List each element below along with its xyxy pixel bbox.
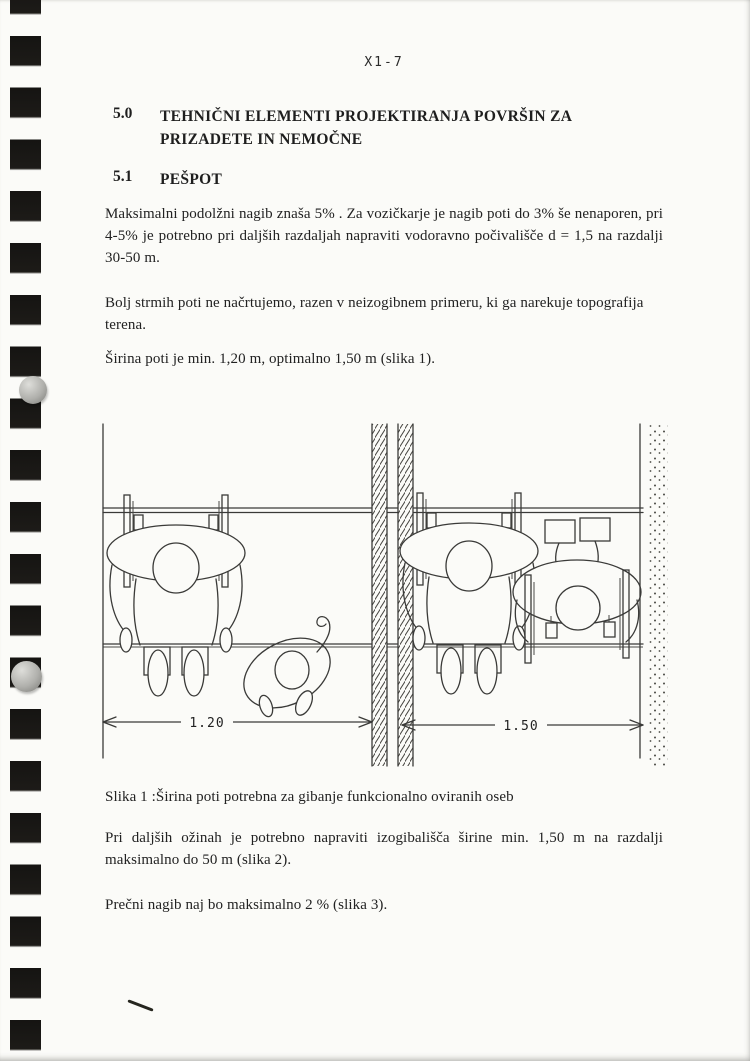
section-number: 5.1 (113, 168, 133, 185)
paragraph-max-slope: Maksimalni podolžni nagib znaša 5% . Za vozičkarje je nagib poti do 3% še nenaporen, pri 4-5% je potrebno pri daljših razdaljah napraviti vodoravno počivališče d = 1,5 na razdalji 30-50 m. (105, 206, 663, 266)
dotted-verge-strip (648, 424, 668, 766)
binder-ring (11, 661, 42, 692)
section-heading-5-0 (113, 105, 572, 151)
figure-caption: Slika 1 :Širina poti potrebna za gibanje funkcionalno oviranih oseb (105, 789, 514, 805)
dimension-label-right: 1.50 (503, 719, 539, 734)
section-title-line2: PRIZADETE IN NEMOČNE (160, 131, 363, 148)
dimension-line-right (402, 715, 643, 734)
section-title-line1: TEHNIČNI ELEMENTI PROJEKTIRANJA POVRŠIN ZA (160, 108, 573, 125)
paragraph-passing-places: Pri daljših ožinah je potrebno napraviti izogibališča širine min. 1,50 m na razdalji maksimalno do 50 m (slika 2). (105, 830, 663, 868)
binding-hole-strip (10, 0, 41, 1061)
dimension-line-left (103, 712, 372, 731)
pen-mark-artifact (127, 999, 153, 1011)
paragraph-path-width: Širina poti je min. 1,20 m, optimalno 1,50 m (slika 1). (105, 351, 436, 367)
path-width-drawing (95, 420, 675, 770)
binder-ring (19, 376, 47, 404)
section-title (160, 105, 572, 151)
paragraph-steep-paths: Bolj strmih poti ne načrtujemo, razen v neizogibnem primeru, ki ga narekuje topografija terena. (105, 295, 644, 333)
section-number: 5.0 (113, 105, 133, 122)
wheelchair-user-top-view (107, 495, 245, 696)
wall-hatched-strips (372, 424, 413, 766)
dimension-label-left: 1.20 (189, 716, 225, 731)
paragraph-cross-slope: Prečni nagib naj bo maksimalno 2 % (slika 3). (105, 897, 388, 913)
section-heading-5-1 (113, 168, 222, 191)
section-title: PEŠPOT (160, 171, 223, 188)
page-number: X1-7 (364, 55, 404, 70)
pedestrian-top-view (232, 617, 342, 722)
figure-slika-1 (95, 420, 675, 770)
